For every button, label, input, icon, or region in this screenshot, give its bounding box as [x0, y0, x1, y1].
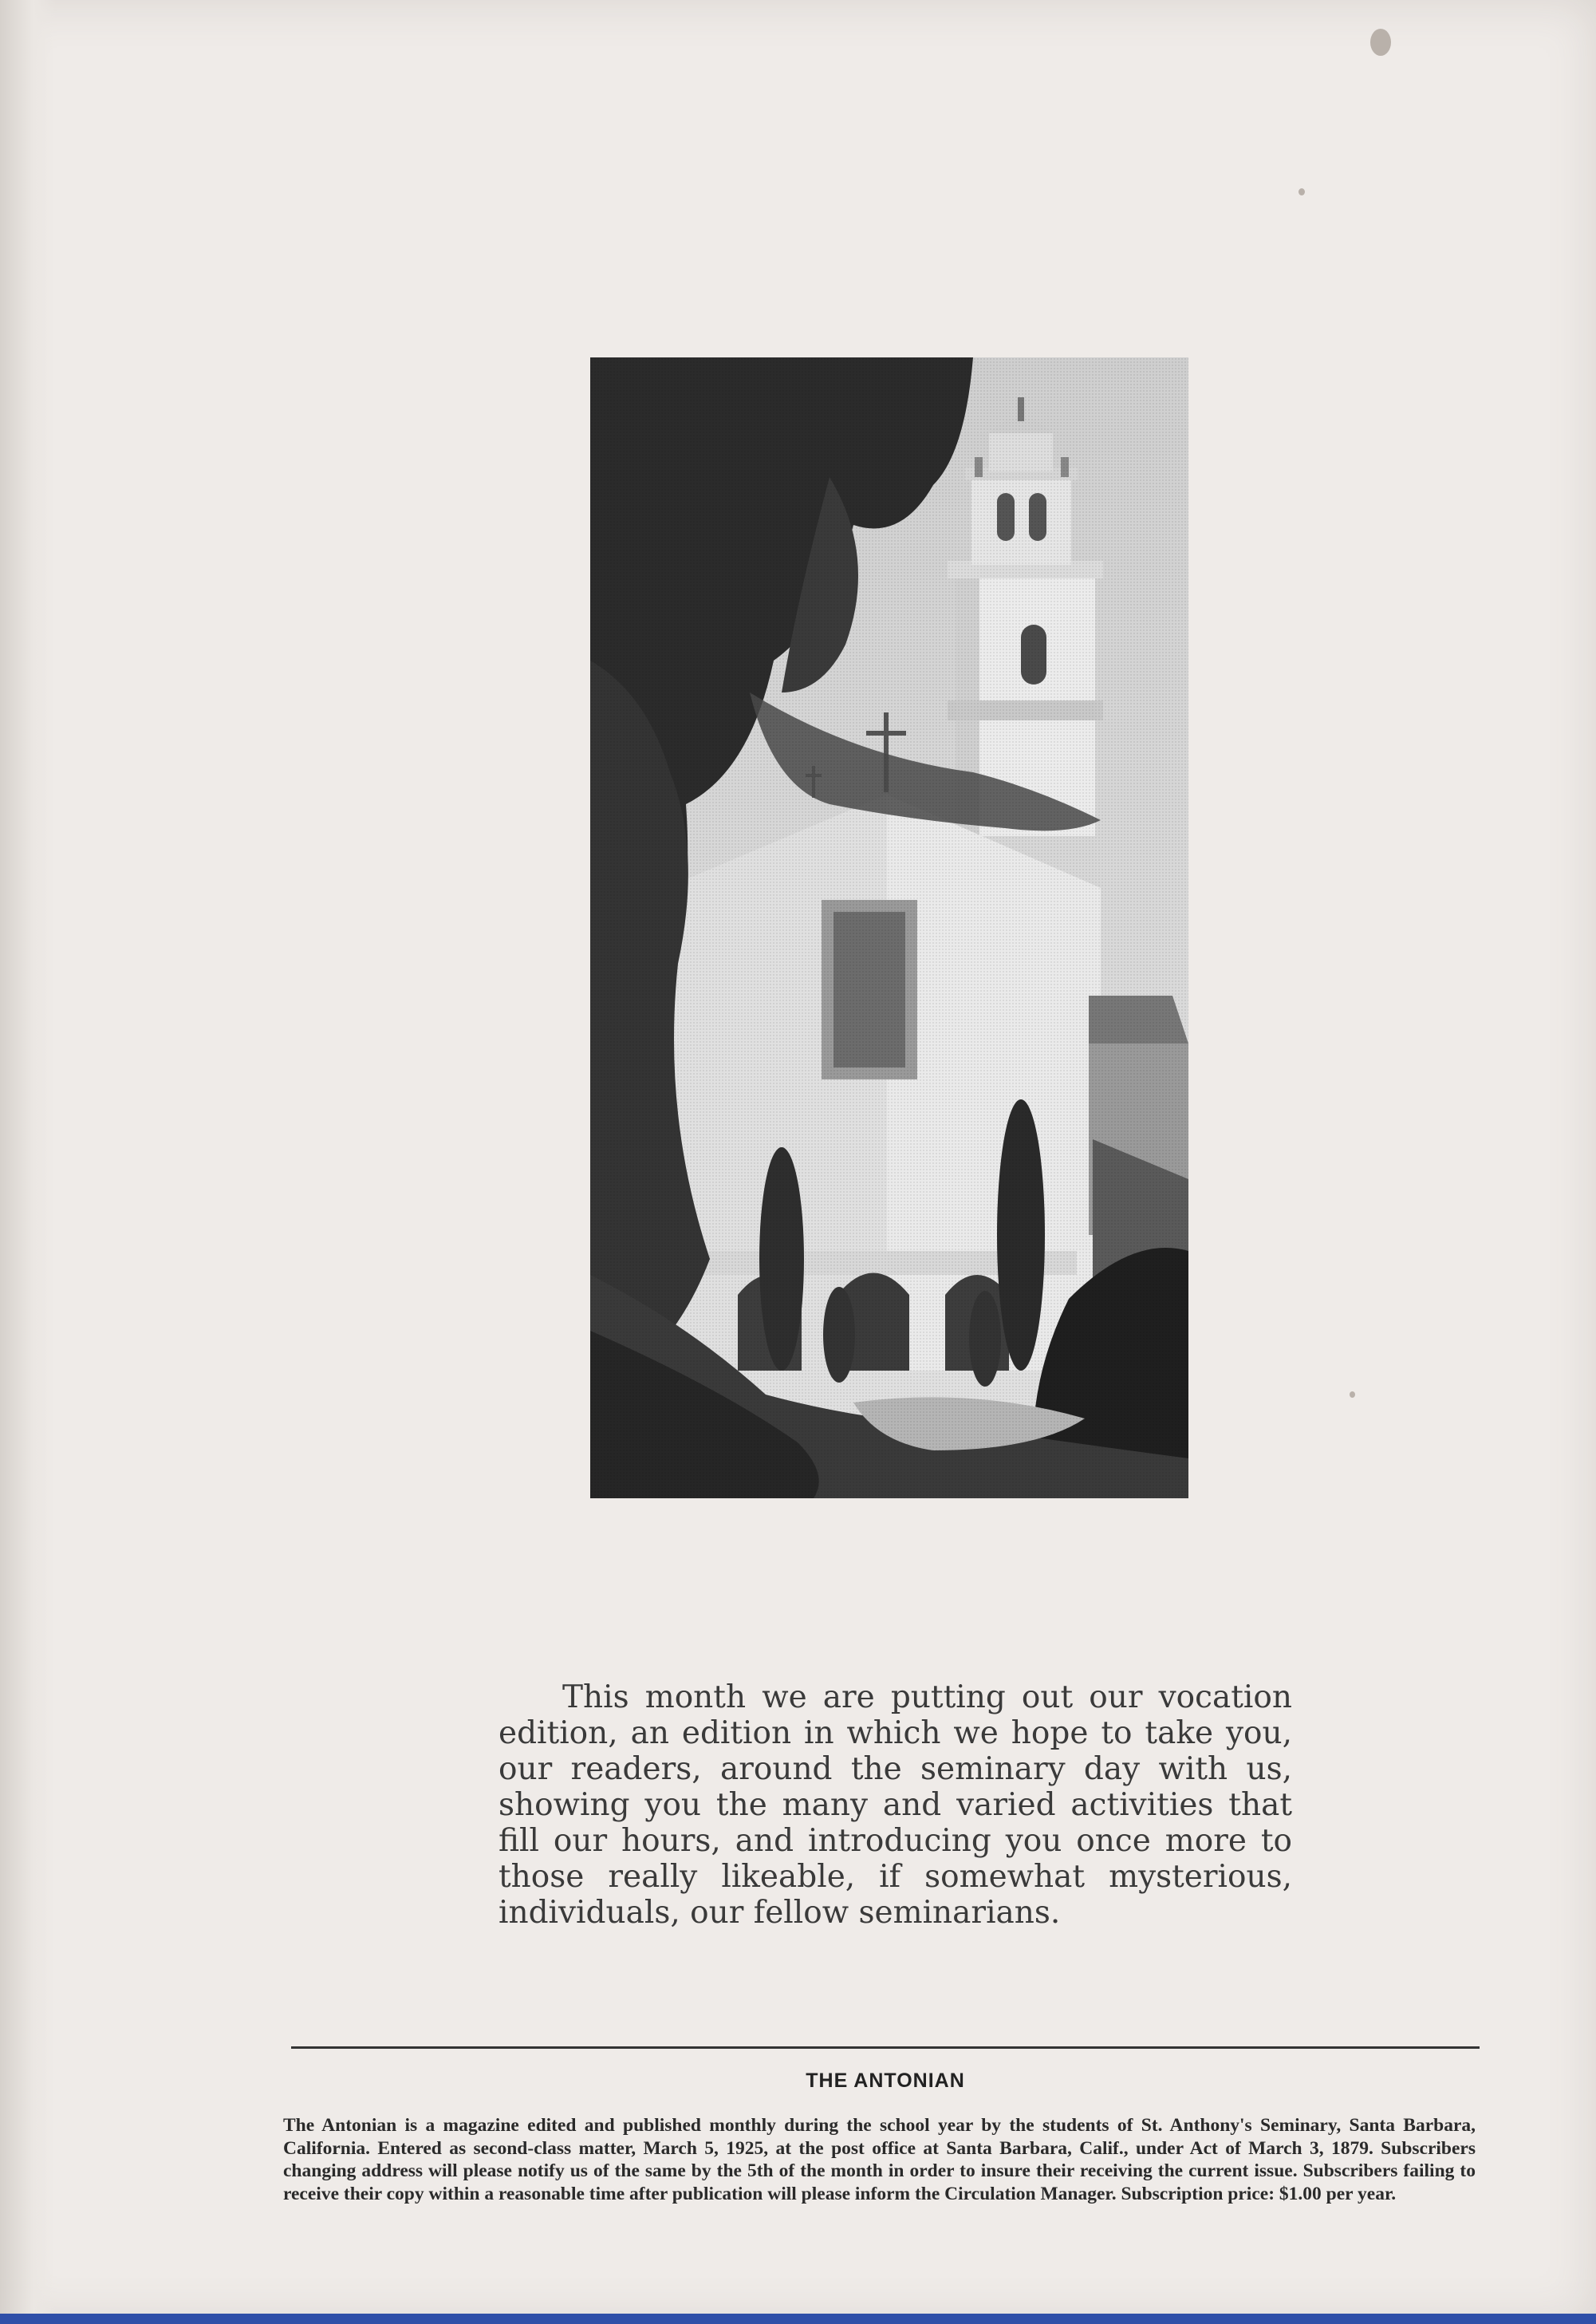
- paper-speck: [1298, 188, 1305, 195]
- masthead-title: THE ANTONIAN: [806, 2070, 965, 2092]
- paper-speck: [1370, 29, 1391, 56]
- paper-speck: [1350, 1391, 1355, 1398]
- scan-background-strip: [0, 2314, 1596, 2324]
- masthead-publication-notice: The Antonian is a magazine edited and published monthly during the school year by the students of St. Anthony's Seminary, Santa Barbara, California. Entered as second-class matter, March 5, 1925, at the post office at Santa Barbara, Calif., under Act of March 3, 1879. Subscribers changing address will please notify us of the same by the 5th of the month in order to insure their receiving the current issue. Subscribers failing to receive their copy within a reasonable time after publication will please inform the Circulation Manager. Subscription price: $1.00 per year.: [283, 2115, 1476, 2204]
- masthead-divider: [291, 2046, 1480, 2049]
- vocation-edition-intro: This month we are putting out our vocation edition, an edition in which we hope to take you, our readers, around the seminary day with us, showing you the many and varied activities that fill our hours, and introducing you once more to those really likeable, if somewhat mysterious, individuals, our fellow seminarians.: [499, 1679, 1292, 1931]
- church-photograph: [590, 357, 1188, 1498]
- worn-paper-edge: [0, 0, 56, 2324]
- church-photo-illustration: [590, 357, 1188, 1498]
